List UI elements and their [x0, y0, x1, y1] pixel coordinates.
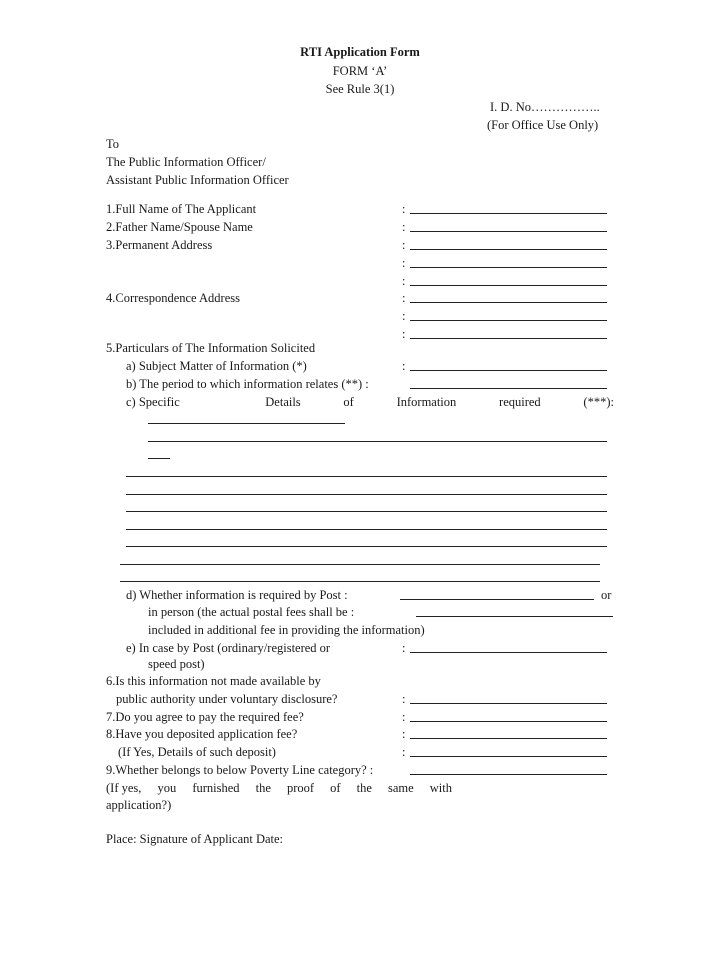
details-line[interactable] [120, 581, 600, 582]
office-use-note: (For Office Use Only) [487, 118, 599, 132]
colon: : [402, 692, 406, 706]
deposited-fee-line[interactable] [410, 738, 607, 739]
details-line[interactable] [126, 529, 607, 530]
full-name-line[interactable] [410, 213, 607, 214]
word-of: of [343, 395, 354, 409]
field-label-permanent-address: 3.Permanent Address [106, 238, 213, 252]
colon: : [402, 274, 406, 288]
word-required: required [499, 395, 541, 409]
details-line[interactable] [126, 511, 607, 512]
word-of: of [330, 781, 341, 795]
details-line[interactable] [126, 494, 607, 495]
word-with: with [429, 781, 452, 795]
permanent-address-line[interactable] [410, 267, 607, 268]
details-line[interactable] [148, 458, 170, 459]
details-line[interactable] [120, 564, 600, 565]
field-label-subject-matter: a) Subject Matter of Information (*) [126, 359, 307, 373]
word-information: Information [396, 395, 457, 409]
field-label-specific-details [126, 395, 614, 410]
field-label-case-by-post: e) In case by Post (ordinary/registered or [126, 641, 331, 655]
father-name-line[interactable] [410, 231, 607, 232]
field-label-voluntary-disclosure: 6.Is this information not made available by [106, 674, 321, 688]
form-title: RTI Application Form [300, 45, 420, 59]
colon: : [402, 309, 406, 323]
colon: : [402, 202, 406, 216]
letter-c: c) Specific [126, 395, 180, 409]
voluntary-disclosure-line[interactable] [410, 703, 607, 704]
word-details: Details [265, 395, 301, 409]
colon: : [402, 727, 406, 741]
period-line[interactable] [410, 388, 607, 389]
details-line[interactable] [148, 423, 345, 424]
pay-fee-line[interactable] [410, 721, 607, 722]
addressee-line-1: The Public Information Officer/ [106, 155, 266, 169]
colon: : [402, 238, 406, 252]
colon: : [402, 327, 406, 341]
field-label-by-post: d) Whether information is required by Post : [126, 588, 348, 602]
field-label-bpl-category: 9.Whether belongs to below Poverty Line category? : [106, 763, 374, 777]
word-the-2: the [356, 781, 372, 795]
by-post-line[interactable] [400, 599, 594, 600]
details-line[interactable] [126, 476, 607, 477]
field-label-pay-fee: 7.Do you agree to pay the required fee? [106, 710, 304, 724]
permanent-address-line[interactable] [410, 285, 607, 286]
permanent-address-line[interactable] [410, 249, 607, 250]
deposit-details-line[interactable] [410, 756, 607, 757]
subject-matter-line[interactable] [410, 370, 607, 371]
field-label-application: application?) [106, 798, 172, 812]
id-number: I. D. No…………….. [490, 100, 600, 114]
colon: : [402, 220, 406, 234]
colon: : [402, 710, 406, 724]
correspondence-address-line[interactable] [410, 338, 607, 339]
field-label-period: b) The period to which information relates (**) : [126, 377, 369, 391]
form-subtitle: FORM ‘A’ [332, 64, 388, 78]
colon: : [402, 291, 406, 305]
colon: : [402, 641, 406, 655]
field-label-speed-post: speed post) [148, 657, 205, 671]
word-same: same [387, 781, 414, 795]
addressee-line-2: Assistant Public Information Officer [106, 173, 289, 187]
word-or: or [601, 588, 612, 602]
bpl-category-line[interactable] [410, 774, 607, 775]
details-line[interactable] [148, 441, 607, 442]
addressee-to: To [106, 137, 120, 151]
correspondence-address-line[interactable] [410, 302, 607, 303]
field-label-father-name: 2.Father Name/Spouse Name [106, 220, 253, 234]
word-if: (If yes, [106, 781, 142, 795]
details-line[interactable] [126, 546, 607, 547]
word-furnished: furnished [192, 781, 240, 795]
field-label-bpl-proof [106, 781, 452, 796]
field-label-deposited-fee: 8.Have you deposited application fee? [106, 727, 298, 741]
field-label-deposit-details: (If Yes, Details of such deposit) [118, 745, 276, 759]
field-label-correspondence-address: 4.Correspondence Address [106, 291, 240, 305]
in-person-line[interactable] [416, 616, 613, 617]
case-by-post-line[interactable] [410, 652, 607, 653]
field-label-voluntary-disclosure-2: public authority under voluntary disclosure? [116, 692, 338, 706]
signature-line: Place: Signature of Applicant Date: [106, 832, 284, 846]
colon: : [402, 256, 406, 270]
word-proof: proof [286, 781, 315, 795]
word-note-mark: (***): [583, 395, 614, 409]
field-label-particulars: 5.Particulars of The Information Solicited [106, 341, 316, 355]
field-label-full-name: 1.Full Name of The Applicant [106, 202, 257, 216]
correspondence-address-line[interactable] [410, 320, 607, 321]
field-label-in-person: in person (the actual postal fees shall be : [148, 605, 355, 619]
colon: : [402, 745, 406, 759]
field-label-additional-fee: included in additional fee in providing the information) [148, 623, 425, 637]
rule-reference: See Rule 3(1) [325, 82, 395, 96]
colon: : [402, 359, 406, 373]
word-you: you [157, 781, 177, 795]
word-the: the [255, 781, 271, 795]
